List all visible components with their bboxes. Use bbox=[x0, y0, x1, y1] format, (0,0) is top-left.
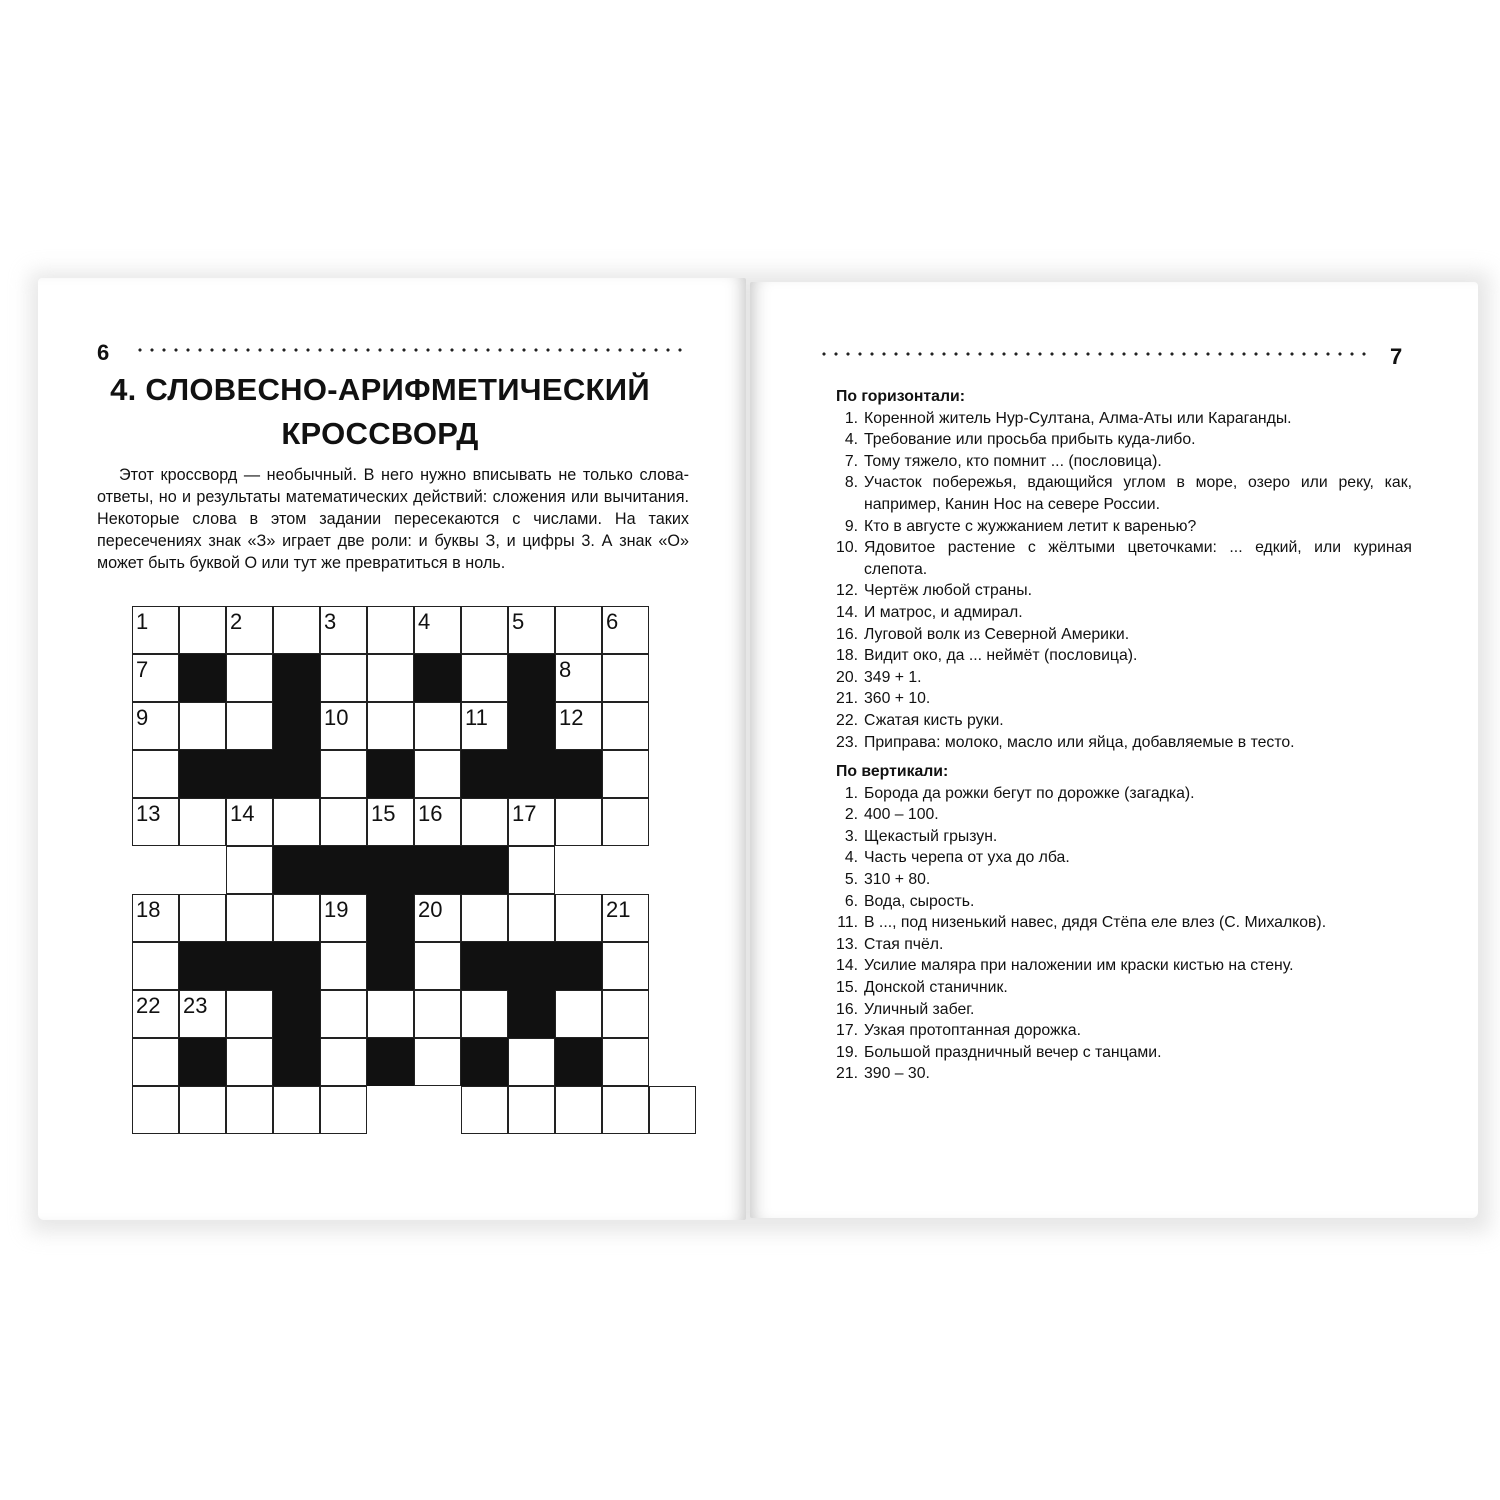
clue-number: 8. bbox=[844, 474, 858, 492]
crossword-cell[interactable] bbox=[273, 1086, 320, 1134]
crossword-cell[interactable] bbox=[414, 942, 461, 990]
clue-text: 390 – 30. bbox=[864, 1065, 930, 1083]
crossword-cell[interactable] bbox=[508, 846, 555, 894]
crossword-cell-black bbox=[508, 942, 555, 990]
crossword-cell[interactable] bbox=[132, 894, 179, 942]
clue-number: 3. bbox=[844, 827, 858, 845]
clue-text: В ..., под низенький навес, дядя Стёпа еле влез (С. Михалков). bbox=[864, 914, 1327, 932]
crossword-cell[interactable] bbox=[320, 654, 367, 702]
page-number-left: 6 bbox=[97, 340, 110, 365]
crossword-cell[interactable] bbox=[414, 1038, 461, 1086]
crossword-cell[interactable] bbox=[508, 1038, 555, 1086]
clue-item bbox=[822, 847, 1412, 869]
clue-item bbox=[822, 645, 1412, 667]
crossword-cell[interactable] bbox=[602, 702, 649, 750]
crossword-cell[interactable] bbox=[461, 606, 508, 654]
crossword-cell[interactable] bbox=[602, 798, 649, 846]
crossword-cell-black bbox=[273, 654, 320, 702]
crossword-cell[interactable] bbox=[602, 1038, 649, 1086]
crossword-cell-black bbox=[508, 702, 555, 750]
clue-text: Стая пчёл. bbox=[864, 935, 944, 953]
clue-item bbox=[822, 869, 1412, 891]
crossword-cell-black bbox=[179, 654, 226, 702]
crossword-cell[interactable] bbox=[414, 750, 461, 798]
crossword-cell-black bbox=[555, 942, 602, 990]
clue-number: 7. bbox=[844, 452, 858, 470]
crossword-cell[interactable] bbox=[179, 1086, 226, 1134]
clue-number: 12. bbox=[836, 582, 858, 600]
crossword-cell[interactable] bbox=[461, 654, 508, 702]
clue-item bbox=[822, 732, 1412, 754]
crossword-cell-black bbox=[273, 942, 320, 990]
crossword-cell-black bbox=[273, 702, 320, 750]
crossword-cell[interactable] bbox=[179, 798, 226, 846]
down-heading: По вертикали: bbox=[836, 763, 949, 781]
dotted-rule-left bbox=[134, 348, 690, 352]
crossword-cell[interactable] bbox=[132, 798, 179, 846]
clue-text: Тому тяжело, кто помнит ... (пословица). bbox=[864, 452, 1162, 470]
clue-item bbox=[822, 891, 1412, 913]
crossword-cell[interactable] bbox=[226, 1086, 273, 1134]
crossword-cell[interactable] bbox=[226, 846, 273, 894]
crossword-cell[interactable] bbox=[226, 894, 273, 942]
clue-text: Борода да рожки бегут по дорожке (загадка). bbox=[864, 784, 1195, 802]
clue-number: 22. bbox=[836, 711, 858, 729]
crossword-cell[interactable] bbox=[132, 750, 179, 798]
cell-number: 3 bbox=[324, 609, 337, 634]
crossword-cell[interactable] bbox=[179, 990, 226, 1038]
crossword-cell[interactable] bbox=[320, 894, 367, 942]
clue-number: 23. bbox=[836, 733, 858, 751]
clue-item bbox=[822, 977, 1412, 999]
crossword-cell-black bbox=[367, 942, 414, 990]
clue-text: 310 + 80. bbox=[864, 871, 931, 889]
clue-text: И матрос, и адмирал. bbox=[864, 603, 1023, 621]
crossword-cell[interactable] bbox=[132, 1038, 179, 1086]
cell-number: 20 bbox=[418, 897, 443, 922]
clue-number: 4. bbox=[844, 431, 858, 449]
crossword-cell[interactable] bbox=[602, 606, 649, 654]
crossword-cell-black bbox=[273, 1038, 320, 1086]
cell-number: 22 bbox=[136, 993, 161, 1018]
clue-item bbox=[822, 451, 1412, 473]
cell-number: 13 bbox=[136, 801, 161, 826]
title-line-2: КРОССВОРД bbox=[281, 416, 479, 451]
crossword-cell[interactable] bbox=[320, 702, 367, 750]
crossword-cell[interactable] bbox=[508, 606, 555, 654]
crossword-cell[interactable] bbox=[132, 990, 179, 1038]
crossword-cell[interactable] bbox=[555, 798, 602, 846]
crossword-cell[interactable] bbox=[555, 990, 602, 1038]
dotted-rule-right bbox=[818, 352, 1368, 356]
clue-item bbox=[822, 912, 1412, 934]
crossword-cell[interactable] bbox=[367, 702, 414, 750]
crossword-cell[interactable] bbox=[555, 1086, 602, 1134]
clue-number: 5. bbox=[844, 871, 858, 889]
clue-item bbox=[822, 624, 1412, 646]
crossword-cell[interactable] bbox=[508, 1086, 555, 1134]
clue-item bbox=[822, 667, 1412, 689]
crossword-cell[interactable] bbox=[226, 606, 273, 654]
crossword-cell-black bbox=[367, 1038, 414, 1086]
clue-item bbox=[822, 1063, 1412, 1085]
cell-number: 7 bbox=[136, 657, 149, 682]
crossword-cell[interactable] bbox=[226, 654, 273, 702]
clue-text: Донской станичник. bbox=[864, 979, 1008, 997]
crossword-cell[interactable] bbox=[320, 1086, 367, 1134]
cell-number: 12 bbox=[559, 705, 584, 730]
crossword-cell-black bbox=[555, 750, 602, 798]
crossword-cell-black bbox=[320, 846, 367, 894]
crossword-cell[interactable] bbox=[414, 798, 461, 846]
intro-text bbox=[97, 464, 689, 574]
crossword-cell[interactable] bbox=[461, 894, 508, 942]
clue-text: Вода, сырость. bbox=[864, 892, 975, 910]
crossword-cell[interactable] bbox=[414, 990, 461, 1038]
crossword-cell[interactable] bbox=[179, 894, 226, 942]
clue-item bbox=[822, 999, 1412, 1021]
clue-item bbox=[822, 804, 1412, 826]
crossword-cell[interactable] bbox=[132, 654, 179, 702]
clue-item bbox=[822, 537, 1412, 580]
clue-item bbox=[822, 1042, 1412, 1064]
cell-number: 1 bbox=[136, 609, 149, 634]
clue-item bbox=[822, 408, 1412, 430]
clue-item bbox=[822, 826, 1412, 848]
crossword-cell[interactable] bbox=[602, 654, 649, 702]
crossword-cell[interactable] bbox=[320, 990, 367, 1038]
cell-number: 11 bbox=[465, 705, 488, 730]
crossword-cell[interactable] bbox=[320, 942, 367, 990]
page-title bbox=[60, 368, 700, 456]
clue-text: 400 – 100. bbox=[864, 806, 939, 824]
crossword-cell[interactable] bbox=[414, 894, 461, 942]
crossword-cell-black bbox=[461, 1038, 508, 1086]
cell-number: 15 bbox=[371, 801, 396, 826]
cell-number: 10 bbox=[324, 705, 349, 730]
crossword-cell[interactable] bbox=[555, 654, 602, 702]
crossword-cell[interactable] bbox=[367, 654, 414, 702]
crossword-cell-black bbox=[414, 654, 461, 702]
cell-number: 18 bbox=[136, 897, 161, 922]
clue-text: Луговой волк из Северной Америки. bbox=[864, 625, 1130, 643]
crossword-cell[interactable] bbox=[602, 750, 649, 798]
clue-text: Чертёж любой страны. bbox=[864, 582, 1033, 600]
crossword-cell[interactable] bbox=[461, 1086, 508, 1134]
across-clue-list bbox=[822, 408, 1412, 754]
cell-number: 19 bbox=[324, 897, 349, 922]
crossword-cell[interactable] bbox=[461, 798, 508, 846]
clue-number: 10. bbox=[836, 539, 858, 557]
clue-text: 349 + 1. bbox=[864, 668, 922, 686]
clue-item bbox=[822, 472, 1412, 515]
down-clue-list bbox=[822, 783, 1412, 1085]
clue-text: Коренной житель Нур-Султана, Алма-Аты или Караганды. bbox=[864, 409, 1292, 427]
page-number-right: 7 bbox=[1390, 344, 1403, 369]
crossword-cell-black bbox=[226, 942, 273, 990]
crossword-cell[interactable] bbox=[226, 702, 273, 750]
crossword-cell[interactable] bbox=[320, 606, 367, 654]
crossword-cell-black bbox=[461, 846, 508, 894]
clue-number: 9. bbox=[844, 517, 858, 535]
clue-item bbox=[822, 710, 1412, 732]
clues-section bbox=[822, 386, 1412, 1085]
crossword-cell[interactable] bbox=[273, 606, 320, 654]
clue-number: 18. bbox=[836, 647, 858, 665]
crossword-cell[interactable] bbox=[414, 702, 461, 750]
clue-text: Участок побережья, вдающийся углом в море, озеро или реку, как, например, Канин Нос на севере России. bbox=[864, 474, 1412, 513]
clue-number: 1. bbox=[844, 784, 858, 802]
crossword-cell[interactable] bbox=[508, 894, 555, 942]
clue-text: Приправа: молоко, масло или яйца, добавляемые в тесто. bbox=[864, 733, 1295, 751]
crossword-cell[interactable] bbox=[179, 702, 226, 750]
crossword-cell-black bbox=[555, 1038, 602, 1086]
crossword-cell[interactable] bbox=[273, 798, 320, 846]
clue-item bbox=[822, 934, 1412, 956]
crossword-cell[interactable] bbox=[179, 606, 226, 654]
crossword-cell[interactable] bbox=[602, 990, 649, 1038]
crossword-cell-black bbox=[273, 750, 320, 798]
crossword-cell[interactable] bbox=[132, 702, 179, 750]
cell-number: 4 bbox=[418, 609, 431, 634]
crossword-cell-black bbox=[461, 942, 508, 990]
crossword-cell[interactable] bbox=[555, 606, 602, 654]
clue-item bbox=[822, 1020, 1412, 1042]
crossword-cell[interactable] bbox=[367, 606, 414, 654]
cell-number: 9 bbox=[136, 705, 149, 730]
clue-number: 21. bbox=[836, 690, 858, 708]
clue-item bbox=[822, 429, 1412, 451]
cell-number: 5 bbox=[512, 609, 525, 634]
crossword-cell[interactable] bbox=[132, 1086, 179, 1134]
crossword-cell[interactable] bbox=[508, 798, 555, 846]
crossword-cell[interactable] bbox=[649, 1086, 696, 1134]
crossword-cell-black bbox=[226, 750, 273, 798]
crossword-cell[interactable] bbox=[367, 990, 414, 1038]
cell-number: 2 bbox=[230, 609, 243, 634]
clue-number: 14. bbox=[836, 603, 858, 621]
cell-number: 21 bbox=[606, 897, 631, 922]
crossword-cell-black bbox=[273, 990, 320, 1038]
crossword-cell-black bbox=[367, 894, 414, 942]
clue-item bbox=[822, 580, 1412, 602]
crossword-cell-black bbox=[461, 750, 508, 798]
cell-number: 8 bbox=[559, 657, 572, 682]
clue-text: Щекастый грызун. bbox=[864, 827, 998, 845]
clue-number: 19. bbox=[836, 1043, 858, 1061]
cell-number: 17 bbox=[512, 801, 537, 826]
crossword-cell-black bbox=[367, 846, 414, 894]
intro-paragraph: Этот кроссворд — необычный. В него нужно вписывать не только слова-ответы, но и результаты математических действий: сложения или вычитания. Некоторые слова в этом задании пересекаются с числами. На таких пересечениях знак «З» играет две роли: и буквы З, и цифры 3. А знак «О» может быть буквой О или тут же превратиться в ноль. bbox=[97, 466, 689, 572]
clue-number: 1. bbox=[844, 409, 858, 427]
across-heading: По горизонтали: bbox=[836, 388, 965, 405]
crossword-cell[interactable] bbox=[414, 606, 461, 654]
crossword-cell[interactable] bbox=[320, 1038, 367, 1086]
crossword-cell[interactable] bbox=[461, 702, 508, 750]
clue-number: 2. bbox=[844, 806, 858, 824]
clue-item bbox=[822, 688, 1412, 710]
crossword-cell[interactable] bbox=[461, 990, 508, 1038]
clue-number: 4. bbox=[844, 849, 858, 867]
crossword-cell[interactable] bbox=[226, 990, 273, 1038]
clue-text: Видит око, да ... неймёт (пословица). bbox=[864, 647, 1138, 665]
clue-item bbox=[822, 783, 1412, 805]
clue-number: 20. bbox=[836, 668, 858, 686]
clue-number: 13. bbox=[836, 935, 858, 953]
crossword-cell-black bbox=[508, 750, 555, 798]
clue-number: 14. bbox=[836, 957, 858, 975]
crossword-cell-black bbox=[273, 846, 320, 894]
crossword-cell[interactable] bbox=[132, 942, 179, 990]
cell-number: 16 bbox=[418, 801, 443, 826]
clue-text: Часть черепа от уха до лба. bbox=[864, 849, 1070, 867]
clue-text: Усилие маляра при наложении им краски кистью на стену. bbox=[864, 957, 1294, 975]
crossword-cell[interactable] bbox=[132, 606, 179, 654]
cell-number: 14 bbox=[230, 801, 255, 826]
clue-item bbox=[822, 516, 1412, 538]
crossword-cell[interactable] bbox=[226, 798, 273, 846]
crossword-cell[interactable] bbox=[555, 702, 602, 750]
clue-text: Уличный забег. bbox=[864, 1000, 975, 1018]
clue-number: 6. bbox=[844, 892, 858, 910]
crossword-cell-black bbox=[179, 942, 226, 990]
crossword-cell[interactable] bbox=[320, 798, 367, 846]
clue-number: 16. bbox=[836, 625, 858, 643]
clue-text: Требование или просьба прибыть куда-либо. bbox=[864, 431, 1196, 449]
clue-text: Узкая протоптанная дорожка. bbox=[864, 1022, 1081, 1040]
crossword-cell-black bbox=[179, 1038, 226, 1086]
clue-text: 360 + 10. bbox=[864, 690, 931, 708]
clue-text: Сжатая кисть руки. bbox=[864, 711, 1004, 729]
crossword-cell-black bbox=[508, 990, 555, 1038]
crossword-cell-black bbox=[179, 750, 226, 798]
crossword-cell[interactable] bbox=[320, 750, 367, 798]
clue-text: Кто в августе с жужжанием летит к варенью? bbox=[864, 517, 1197, 535]
clue-text: Ядовитое растение с жёлтыми цветочками: ... едкий, или куриная слепота. bbox=[864, 539, 1412, 578]
crossword-cell-black bbox=[367, 750, 414, 798]
cell-number: 6 bbox=[606, 609, 619, 634]
crossword-cell[interactable] bbox=[226, 1038, 273, 1086]
clue-item bbox=[822, 602, 1412, 624]
clue-text: Большой праздничный вечер с танцами. bbox=[864, 1043, 1162, 1061]
crossword-cell-black bbox=[508, 654, 555, 702]
cell-number: 23 bbox=[183, 993, 208, 1018]
title-line-1: 4. СЛОВЕСНО-АРИФМЕТИЧЕСКИЙ bbox=[110, 372, 650, 407]
crossword-cell[interactable] bbox=[555, 894, 602, 942]
clue-number: 21. bbox=[836, 1065, 858, 1083]
crossword-cell[interactable] bbox=[273, 894, 320, 942]
clue-number: 16. bbox=[836, 1000, 858, 1018]
clue-number: 11. bbox=[837, 914, 858, 932]
crossword-cell[interactable] bbox=[602, 894, 649, 942]
crossword-cell[interactable] bbox=[602, 1086, 649, 1134]
clue-item bbox=[822, 955, 1412, 977]
clue-number: 17. bbox=[836, 1022, 858, 1040]
crossword-cell[interactable] bbox=[367, 798, 414, 846]
clue-number: 15. bbox=[836, 979, 858, 997]
crossword-cell[interactable] bbox=[602, 942, 649, 990]
crossword-cell-black bbox=[414, 846, 461, 894]
